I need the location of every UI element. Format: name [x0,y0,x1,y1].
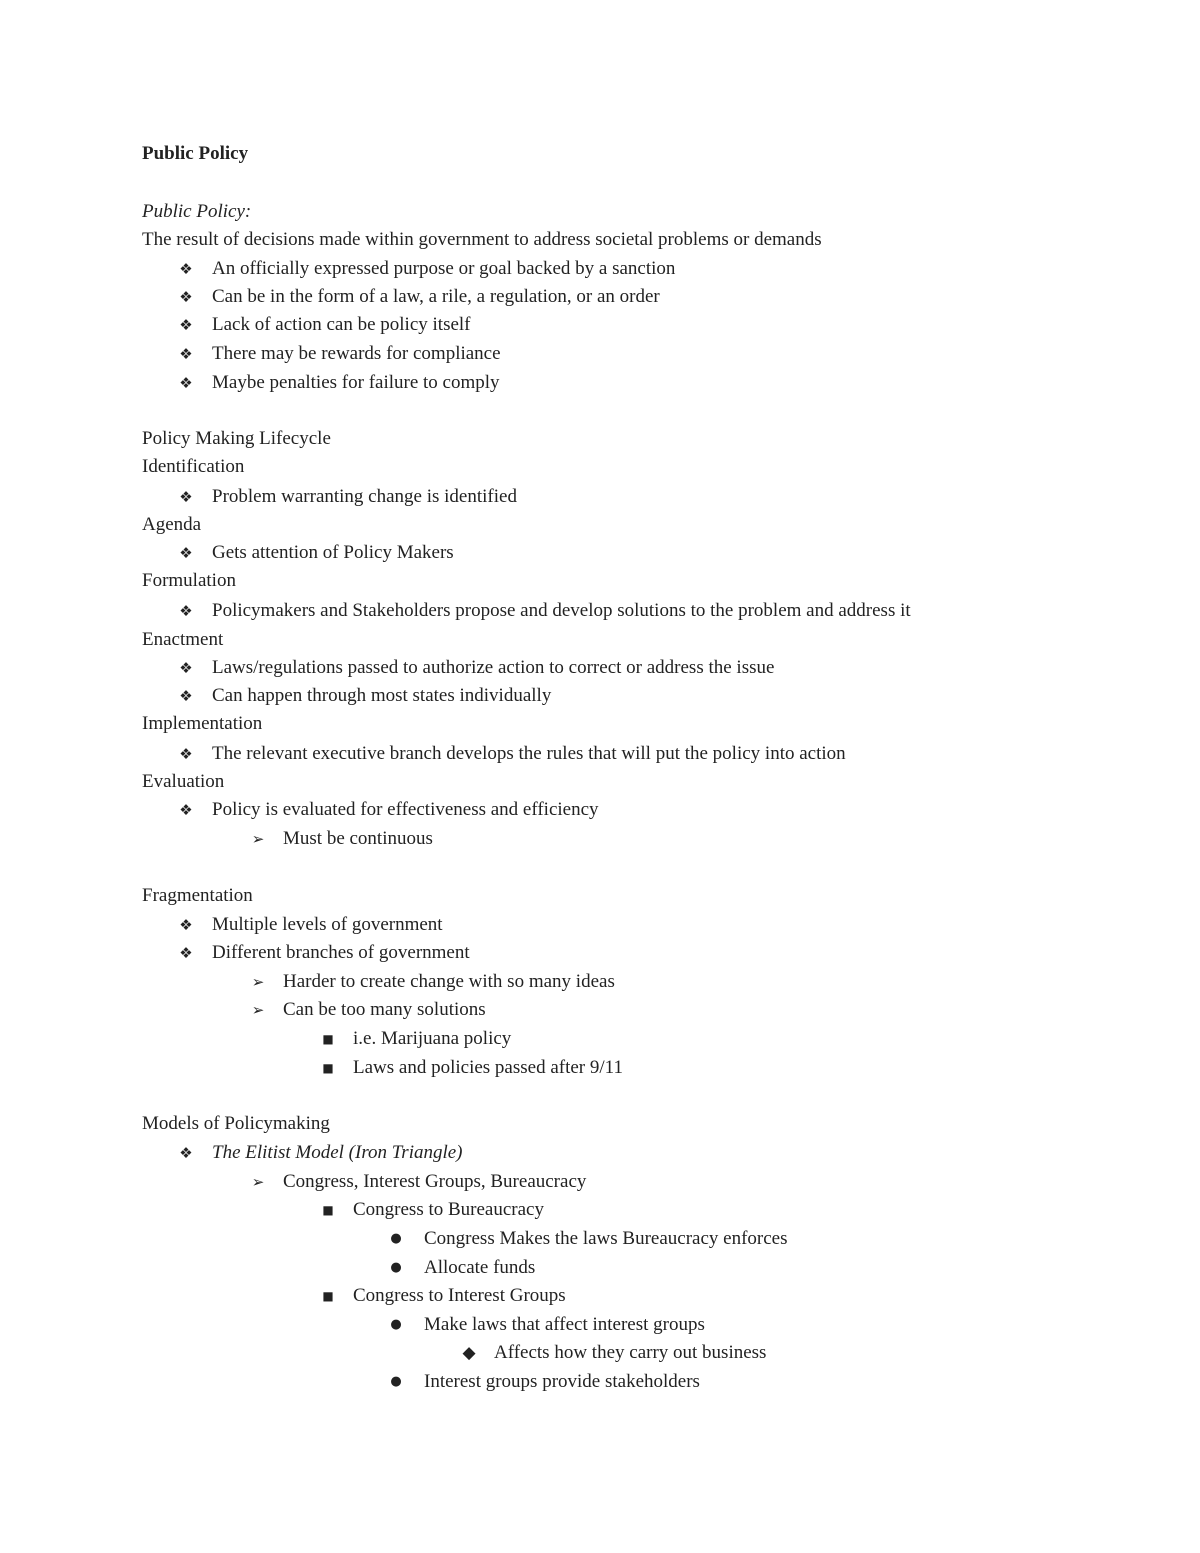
arrow-bullet-icon: ➢ [251,973,265,991]
dot-bullet-icon: ● [390,1374,402,1389]
diamond-solid-bullet-icon: ◆ [462,1343,476,1363]
diamond-bullet-icon: ❖ [179,260,193,278]
diamond-bullet-icon: ❖ [179,316,193,334]
page-title: Public Policy [142,143,249,164]
diamond-bullet-icon: ❖ [179,687,193,705]
arrow-bullet-icon: ➢ [251,1173,265,1191]
diamond-bullet-icon: ❖ [179,544,193,562]
diamond-bullet-icon: ❖ [179,488,193,506]
arrow-bullet-icon: ➢ [251,830,265,848]
diamond-bullet-icon: ❖ [179,916,193,934]
square-bullet-icon: ■ [322,1061,334,1075]
diamond-bullet-icon: ❖ [179,659,193,677]
diamond-bullet-icon: ❖ [179,745,193,763]
dot-bullet-icon: ● [390,1231,402,1246]
diamond-bullet-icon: ❖ [179,288,193,306]
arrow-bullet-icon: ➢ [251,1001,265,1019]
diamond-bullet-icon: ❖ [179,345,193,363]
diamond-bullet-icon: ❖ [179,374,193,392]
dot-bullet-icon: ● [390,1260,402,1275]
document-page: Public Policy Public Policy: The result of decisions made within government to address societal problems or demands ❖ An officially expressed purpose or goal backed by a sanction ❖ Can be in the form of a law, a rile, a regulation, or an order ❖ Lack of action can be policy itself ❖ There may be rewards for compliance ❖ Maybe penalties for failure to comply Policy Making Lifecycle Identification ❖ Problem warranting change is identified Agenda ❖ Gets attention of Policy Makers Formulation ❖ Policymakers and Stakeholders propose and develop solutions to the problem and address it Enactment ❖ Laws/regulations passed to authorize action to correct or address the issue ❖ Can happen through most states individually Implementation ❖ The relevant executive branch develops the rules that will put the policy into action Evaluation ❖ Policy is evaluated for effectiveness and efficiency ➢ Must be continuous Fragmentation ❖ Multiple levels of government ❖ Different branches of government ➢ Harder to create change with so many ideas ➢ Can be too many solutions ■ i.e. Marijuana policy ■ Laws and policies passed after 9/11 Models of Policymaking ❖ The Elitist Model (Iron Triangle) ➢ Congress, Interest Groups, Bureaucracy ■ Congress to Bureaucracy ● Congress Makes the laws Bureaucracy enforces ● Allocate funds ■ Congress to Interest Groups ● Make laws that affect interest groups ◆ Affects how they carry out business ● Interest groups provide stakeholders [0,0,1200,1553]
diamond-bullet-icon: ❖ [179,1144,193,1162]
diamond-bullet-icon: ❖ [179,801,193,819]
diamond-bullet-icon: ❖ [179,944,193,962]
diamond-bullet-icon: ❖ [179,602,193,620]
square-bullet-icon: ■ [322,1289,334,1303]
square-bullet-icon: ■ [322,1203,334,1217]
square-bullet-icon: ■ [322,1032,334,1046]
dot-bullet-icon: ● [390,1317,402,1332]
